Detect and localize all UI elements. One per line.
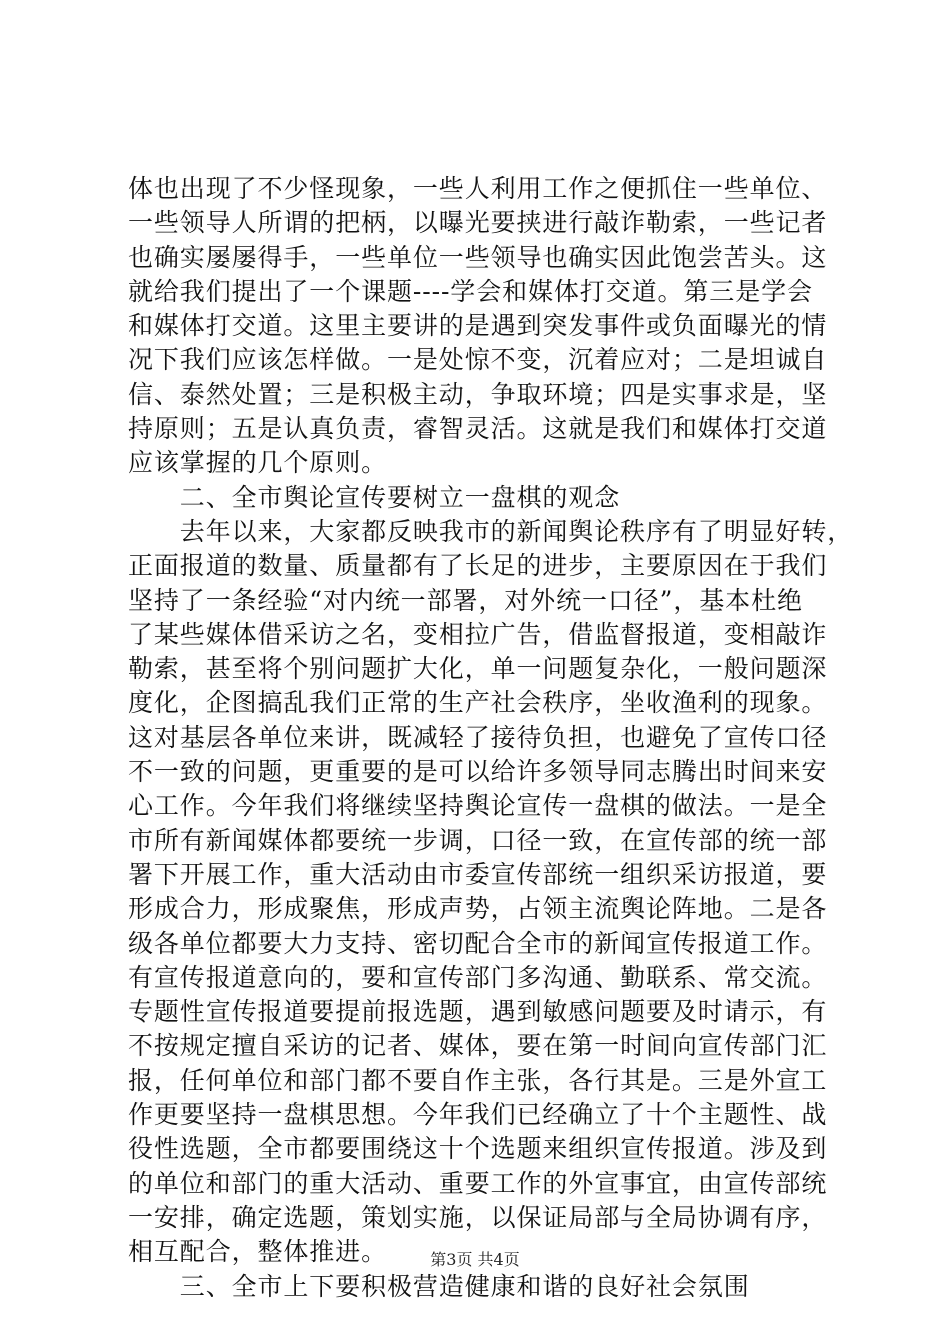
- section-heading: 三、全市上下要积极营造健康和谐的良好社会氛围: [128, 1271, 750, 1301]
- text-line: 形成合力，形成聚焦，形成声势，占领主流舆论阵地。二是各: [128, 894, 828, 924]
- text-line: 持原则；五是认真负责，睿智灵活。这就是我们和媒体打交道: [128, 414, 828, 444]
- page-number-footer: 第3页 共4页: [430, 1250, 520, 1269]
- text-line: 正面报道的数量、质量都有了长足的进步，主要原因在于我们: [128, 551, 828, 581]
- text-line: 去年以来，大家都反映我市的新闻舆论秩序有了明显好转，: [128, 516, 854, 546]
- text-line: 一些领导人所谓的把柄，以曝光要挟进行敲诈勒索，一些记者: [128, 208, 828, 238]
- text-line: 况下我们应该怎样做。一是处惊不变，沉着应对；二是坦诚自: [128, 345, 828, 375]
- text-line: 就给我们提出了一个课题----学会和媒体打交道。第三是学会: [128, 276, 813, 306]
- text-line: 这对基层各单位来讲，既减轻了接待负担，也避免了宣传口径: [128, 722, 828, 752]
- text-line: 役性选题，全市都要围绕这十个选题来组织宣传报道。涉及到: [128, 1134, 828, 1164]
- text-line: 相互配合，整体推进。: [128, 1237, 388, 1267]
- text-line: 不一致的问题，更重要的是可以给许多领导同志腾出时间来安: [128, 757, 828, 787]
- text-line: 勒索，甚至将个别问题扩大化，单一问题复杂化，一般问题深: [128, 654, 828, 684]
- body-text: [128, 172, 854, 1304]
- text-line: 专题性宣传报道要提前报选题，遇到敏感问题要及时请示，有: [128, 997, 828, 1027]
- text-line: 应该掌握的几个原则。: [128, 448, 388, 478]
- text-line: 有宣传报道意向的，要和宣传部门多沟通、勤联系、常交流。: [128, 962, 828, 992]
- text-line: 报，任何单位和部门都不要自作主张，各行其是。三是外宣工: [128, 1065, 828, 1095]
- text-line: 和媒体打交道。这里主要讲的是遇到突发事件或负面曝光的情: [128, 311, 828, 341]
- text-line: 的单位和部门的重大活动、重要工作的外宣事宜，由宣传部统: [128, 1168, 828, 1198]
- text-line: 署下开展工作，重大活动由市委宣传部统一组织采访报道，要: [128, 859, 828, 889]
- text-line: 一安排，确定选题，策划实施，以保证局部与全局协调有序，: [128, 1202, 828, 1232]
- text-line: 了某些媒体借采访之名，变相拉广告，借监督报道，变相敲诈: [128, 619, 828, 649]
- section-heading: 二、全市舆论宣传要树立一盘棋的观念: [128, 482, 621, 512]
- text-line: 度化，企图搞乱我们正常的生产社会秩序，坐收渔利的现象。: [128, 688, 828, 718]
- text-line: 也确实屡屡得手，一些单位一些领导也确实因此饱尝苦头。这: [128, 242, 828, 272]
- text-line: 市所有新闻媒体都要统一步调，口径一致，在宣传部的统一部: [128, 825, 828, 855]
- text-line: 信、泰然处置；三是积极主动，争取环境；四是实事求是，坚: [128, 379, 828, 409]
- text-line: 不按规定擅自采访的记者、媒体，要在第一时间向宣传部门汇: [128, 1031, 828, 1061]
- text-line: 作更要坚持一盘棋思想。今年我们已经确立了十个主题性、战: [128, 1100, 828, 1130]
- text-line: 坚持了一条经验“对内统一部署，对外统一口径”，基本杜绝: [128, 585, 803, 615]
- text-line: 体也出现了不少怪现象，一些人利用工作之便抓住一些单位、: [128, 174, 828, 203]
- text-line: 心工作。今年我们将继续坚持舆论宣传一盘棋的做法。一是全: [128, 791, 828, 821]
- text-line: 级各单位都要大力支持、密切配合全市的新闻宣传报道工作。: [128, 928, 828, 958]
